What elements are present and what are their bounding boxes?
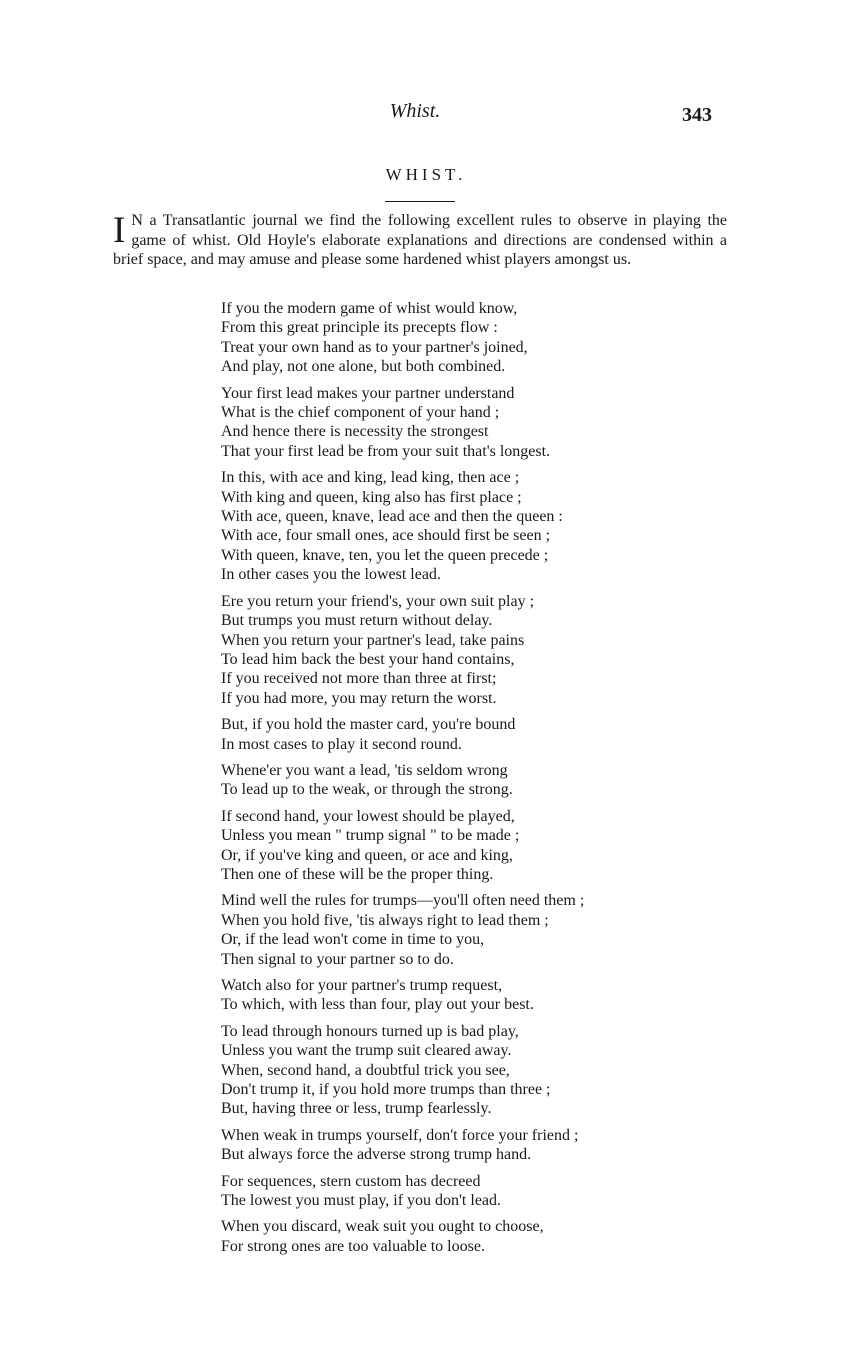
poem-stanza [221,976,691,1015]
poem-stanza [221,761,691,800]
poem-line: But, having three or less, trump fearlessly. [221,1100,492,1118]
poem-line: If you had more, you may return the worst. [221,689,497,707]
poem-line: When you return your partner's lead, take pains [221,631,525,649]
poem-stanza [221,299,691,377]
poem-line: Unless you want the trump suit cleared away. [221,1042,512,1060]
poem-line: Then signal to your partner so to do. [221,950,454,968]
poem-stanza [221,384,691,462]
running-title: Whist. [389,100,441,122]
poem-stanza [221,1172,691,1211]
intro-paragraph [113,211,727,270]
poem-line: And hence there is necessity the strongest [221,423,489,441]
poem-line: With ace, queen, knave, lead ace and then the queen : [221,508,563,526]
poem-line: Mind well the rules for trumps—you'll often need them ; [221,892,585,910]
poem-line: But, if you hold the master card, you're bound [221,716,516,734]
poem-stanza [221,891,691,969]
drop-cap: I [113,210,126,251]
poem-stanza [221,715,691,754]
poem-stanza [221,1022,691,1119]
poem-stanza [221,807,691,885]
poem-line: When weak in trumps yourself, don't force your friend ; [221,1126,579,1144]
poem-line: To which, with less than four, play out your best. [221,996,534,1014]
poem-line: Watch also for your partner's trump request, [221,977,503,994]
poem-line: Then one of these will be the proper thing. [221,865,494,883]
poem-line: Or, if you've king and queen, or ace and king, [221,846,513,864]
poem-line: If you received not more than three at first; [221,670,497,688]
poem-line: Your first lead makes your partner understand [221,384,515,402]
running-head [0,100,844,130]
poem-line: To lead up to the weak, or through the strong. [221,781,513,799]
poem-line: When, second hand, a doubtful trick you see, [221,1061,510,1079]
poem-stanza [221,592,691,708]
poem-stanza [221,468,691,584]
intro-text: N a Transatlantic journal we find the following excellent rules to observe in playing the game of whist. Old Hoyle's elaborate explanations and directions are condensed within a brief space, and may amuse and please some hardened whist players amongst us. [113,212,727,268]
poem-line: In this, with ace and king, lead king, then ace ; [221,469,520,487]
poem-line: And play, not one alone, but both combined. [221,358,506,376]
poem-line: Unless you mean " trump signal " to be made ; [221,827,520,845]
poem-line: That your first lead be from your suit that's longest. [221,442,551,460]
poem-line: But always force the adverse strong trump hand. [221,1146,532,1164]
poem-line: In other cases you the lowest lead. [221,566,441,584]
poem-line: In most cases to play it second round. [221,735,462,753]
poem-line: For strong ones are too valuable to loose. [221,1237,485,1255]
title-rule [385,201,455,202]
poem-line: Whene'er you want a lead, 'tis seldom wrong [221,761,508,779]
poem-line: If you the modern game of whist would know, [221,300,518,317]
poem-line: From this great principle its precepts flow : [221,319,498,337]
poem-line: But trumps you must return without delay. [221,612,493,630]
poem-line: The lowest you must play, if you don't lead. [221,1192,502,1210]
page-number: 343 [682,104,712,126]
poem-line: When you discard, weak suit you ought to choose, [221,1218,544,1236]
poem-line: With queen, knave, ten, you let the queen precede ; [221,546,549,564]
poem [221,299,691,1263]
poem-stanza [221,1126,691,1165]
poem-line: Don't trump it, if you hold more trumps than three ; [221,1081,551,1099]
poem-line: Or, if the lead won't come in time to you, [221,931,485,949]
poem-stanza [221,1217,691,1256]
poem-line: To lead him back the best your hand contains, [221,650,515,668]
poem-line: If second hand, your lowest should be played, [221,807,515,825]
poem-line: Ere you return your friend's, your own suit play ; [221,592,535,610]
poem-line: When you hold five, 'tis always right to lead them ; [221,911,549,929]
poem-line: To lead through honours turned up is bad play, [221,1022,519,1040]
article-title: WHIST. [385,165,467,184]
poem-line: With ace, four small ones, ace should first be seen ; [221,527,551,545]
poem-line: For sequences, stern custom has decreed [221,1172,481,1190]
poem-line: What is the chief component of your hand ; [221,404,500,422]
poem-line: With king and queen, king also has first place ; [221,488,522,506]
poem-line: Treat your own hand as to your partner's joined, [221,338,528,356]
